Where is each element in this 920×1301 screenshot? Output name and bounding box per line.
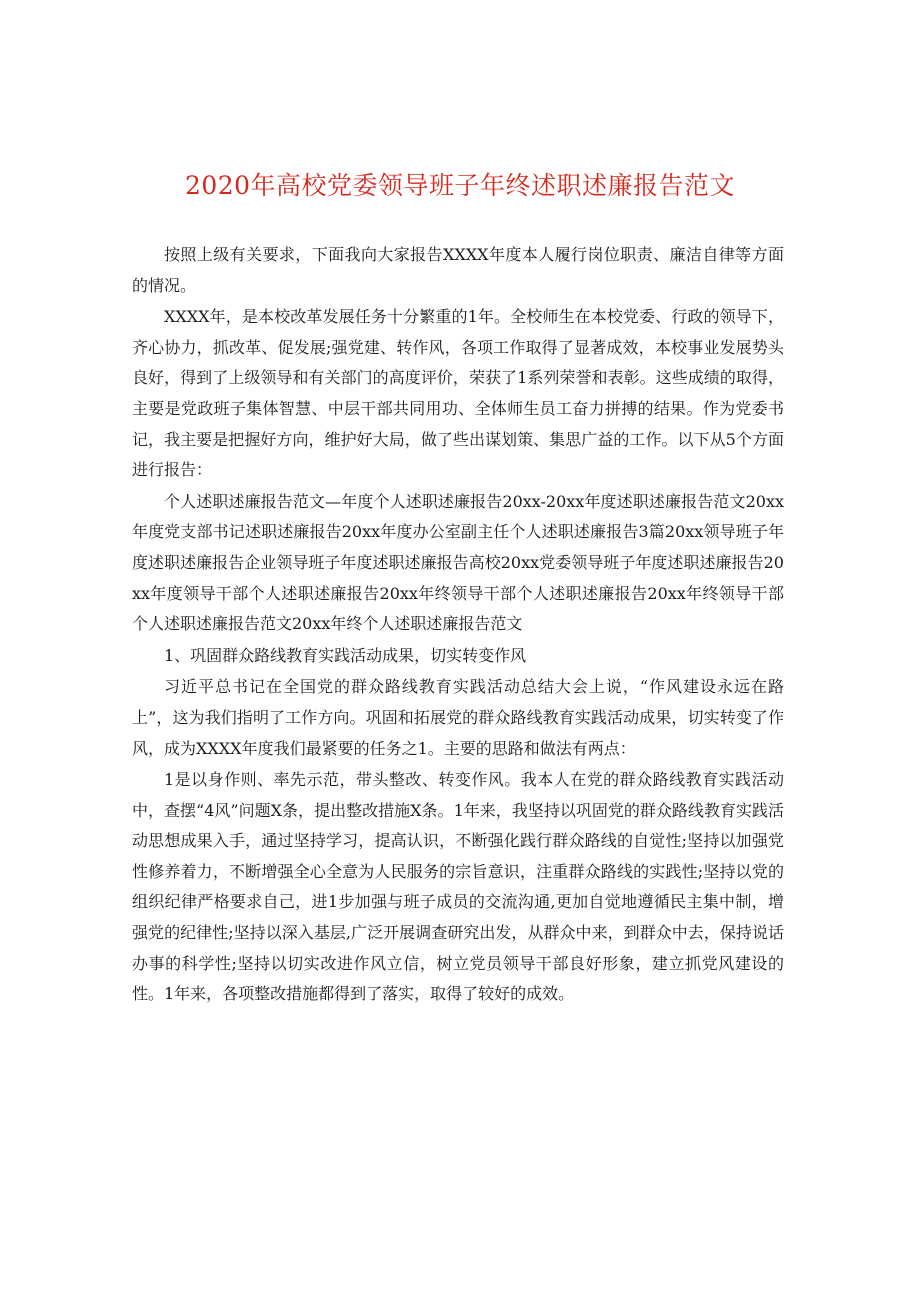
- section-heading-1: 1、巩固群众路线教育实践活动成果，切实转变作风: [164, 645, 527, 665]
- paragraph-section-1-intro: 习近平总书记在全国党的群众路线教育实践活动总结大会上说，“作风建设永远在路上”，这为我们指明了工作方向。巩固和拓展党的群众路线教育实践活动成果，切实转变了作风，成为XXXX年度我们最紧要的任务之1。主要的思路和做法有两点：: [132, 677, 784, 758]
- document-title: 2020年高校党委领导班子年终述职述廉报告范文: [184, 171, 736, 200]
- paragraph-related-titles: 个人述职述廉报告范文—年度个人述职述廉报告20xx-20xx年度述职述廉报告范文20xx年度党支部书记述职述廉报告20xx年度办公室副主任个人述职述廉报告3篇20xx领导班子年度述职述廉报告企业领导班子年度述职述廉报告高校20xx党委领导班子年度述职述廉报告20xx年度领导干部个人述职述廉报告20xx年终领导干部个人述职述廉报告20xx年终领导干部个人述职述廉报告范文20xx年终个人述职述廉报告范文: [132, 491, 784, 634]
- paragraph-overview: XXXX年，是本校改革发展任务十分繁重的1年。全校师生在本校党委、行政的领导下，齐心协力，抓改革、促发展;强党建、转作风，各项工作取得了显著成效，本校事业发展势头良好，得到了上级领导和有关部门的高度评价，荣获了1系列荣誉和表彰。这些成绩的取得，主要是党政班子集体智慧、中层干部共同用功、全体师生员工奋力拼搏的结果。作为党委书记，我主要是把握好方向，维护好大局，做了些出谋划策、集思广益的工作。以下从5个方面进行报告：: [132, 307, 784, 480]
- paragraph-section-1-point-1: 1是以身作则、率先示范，带头整改、转变作风。我本人在党的群众路线教育实践活动中，查摆“4风”问题X条，提出整改措施X条。1年来，我坚持以巩固党的群众路线教育实践活动思想成果入手，通过坚持学习，提高认识，不断强化践行群众路线的自觉性;坚持以加强党性修养着力，不断增强全心全意为人民服务的宗旨意识，注重群众路线的实践性;坚持以党的组织纪律严格要求自己，进1步加强与班子成员的交流沟通,更加自觉地遵循民主集中制，增强党的纪律性;坚持以深入基层,广泛开展调查研究出发，从群众中来，到群众中去，保持说话办事的科学性;坚持以切实改进作风立信，树立党员领导干部良好形象，建立抓党风建设的性。1年来，各项整改措施都得到了落实，取得了较好的成效。: [132, 770, 784, 1004]
- paragraph-intro: 按照上级有关要求，下面我向大家报告XXXX年度本人履行岗位职责、廉洁自律等方面的情况。: [132, 245, 784, 295]
- document-body: [132, 240, 784, 1011]
